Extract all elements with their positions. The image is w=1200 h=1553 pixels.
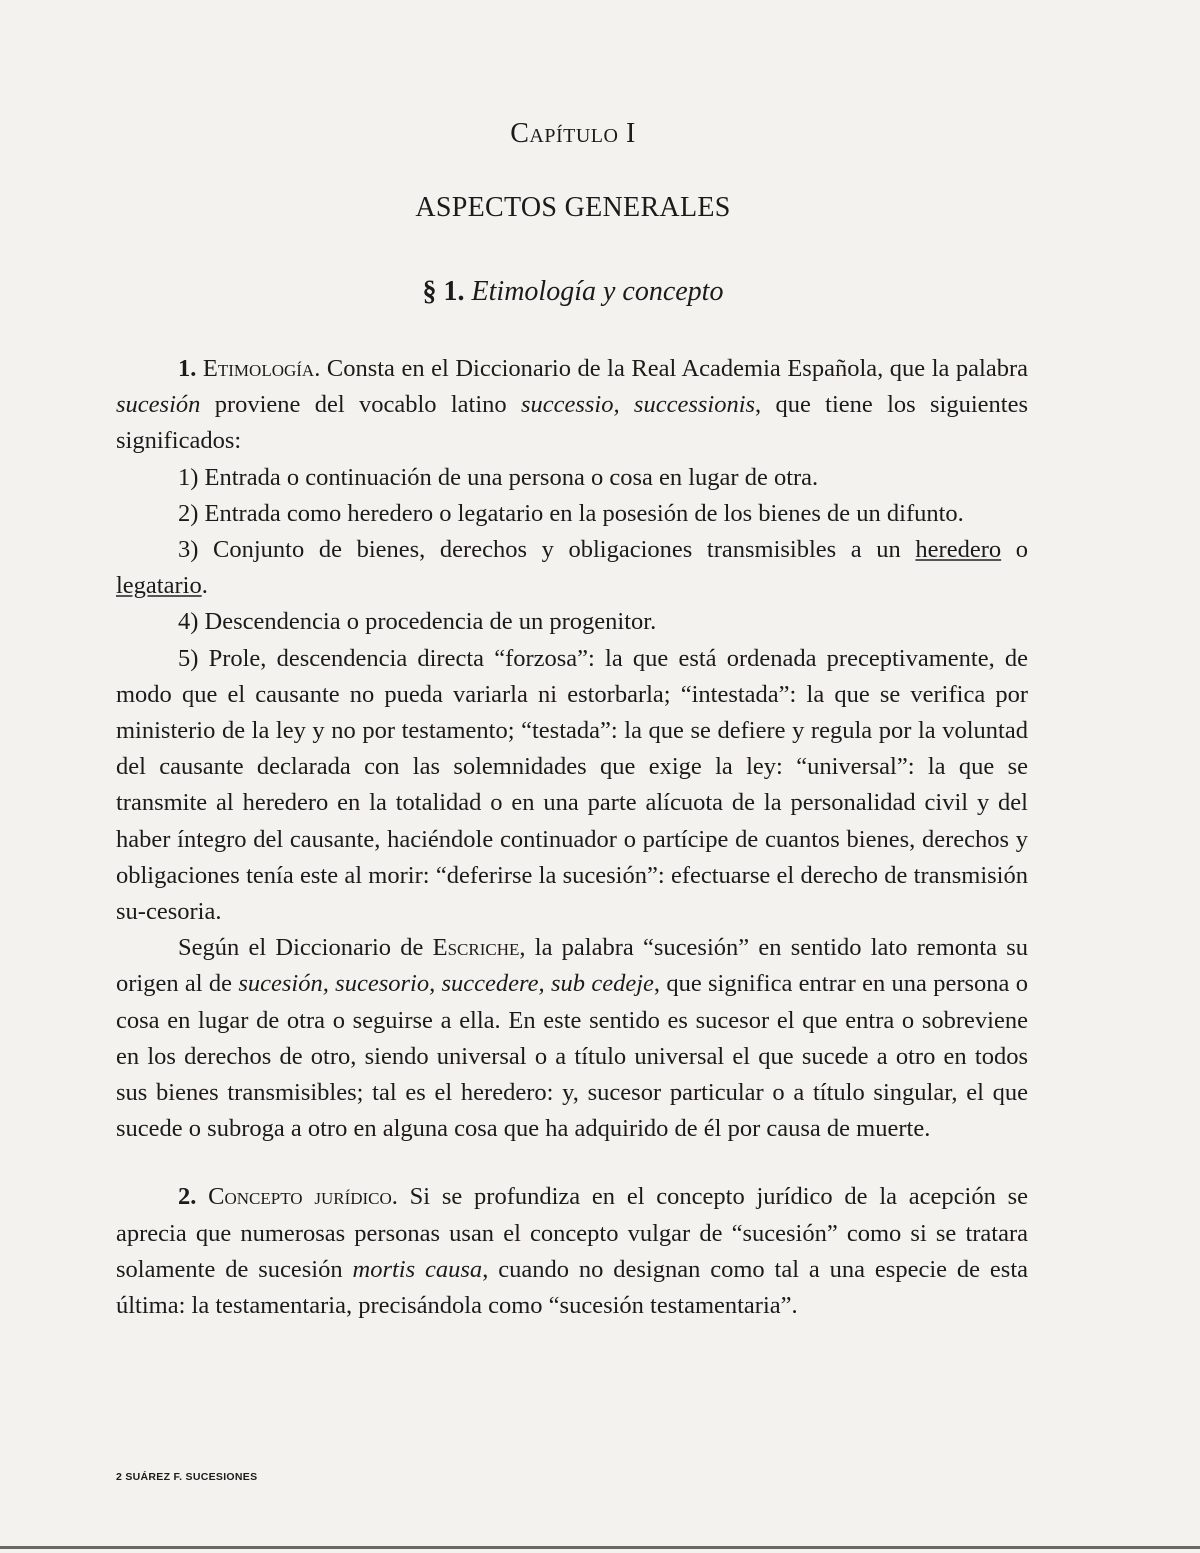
paragraph-number: 1. [178, 355, 197, 382]
meaning-item-3 [116, 532, 1028, 604]
paragraph-legal-concept [116, 1179, 1028, 1324]
paragraph-text: , que significa entrar en una persona o cosa en lugar de otra o seguirse a ella. En este sentido es sucesor el que entra o sobreviene en los derechos de otro, siendo universal o a título universal el que sucede a otro en todos sus bienes transmisibles; tal es el heredero: y, sucesor particular o a título singular, el que sucede o subroga a otro en alguna cosa que ha adquirido de él por causa de muerte. [116, 970, 1028, 1143]
italic-term: sucesión [116, 391, 201, 419]
body-text [116, 351, 1028, 1324]
page-edge-divider [0, 1546, 1200, 1549]
paragraph-text: , que tiene los siguientes significados: [116, 391, 1028, 455]
paragraph-text: , cuando no designan como tal a una especie de esta última: la testamentaria, precisándola como “sucesión testamentaria”. [116, 1255, 1029, 1320]
meaning-item-5: 5) Prole, descendencia directa “forzosa”: la que está ordenada preceptivamente, de modo que el causante no pueda variarla ni estorbarla; “intestada”: la que se verifica por ministerio de la ley y no por testamento; “testada”: la que se defiere y regula por la voluntad del causante declarada con las solemnidades que exige la ley: “universal”: la que se transmite al heredero en la totalidad o en una parte alícuota de la personalidad civil y del haber íntegro del causante, haciéndole continuador o partícipe de cuantos bienes, derechos y obligaciones tenía este al morir: “deferirse la sucesión”: efectuarse el derecho de transmisión su-cesoria. [116, 644, 1028, 926]
chapter-heading: Capítulo I [510, 118, 636, 149]
author-name: Escriche [432, 934, 520, 962]
italic-term: mortis causa [352, 1255, 483, 1283]
chapter-title: ASPECTOS GENERALES [415, 192, 731, 223]
paragraph-text: o [1001, 536, 1028, 564]
meaning-item-2: 2) Entrada como heredero o legatario en la posesión de los bienes de un difunto. [178, 499, 964, 527]
paragraph-number: 2. [178, 1183, 197, 1211]
paragraph-text: . [201, 572, 208, 600]
section-title: Etimología y concepto [471, 276, 724, 307]
paragraph-etymology [116, 351, 1028, 460]
paragraph-text: proviene del vocablo latino [200, 391, 521, 419]
paragraph-escriche [116, 930, 1028, 1147]
paragraph-text: Según el Diccionario de [178, 934, 433, 962]
page-footer: 2 SUÁREZ F. SUCESIONES [116, 1471, 258, 1483]
paragraph-heading: Concepto jurídico. [208, 1183, 398, 1211]
italic-term: sucesión, sucesorio, succedere, sub cedeje [238, 970, 654, 998]
meaning-item-4: 4) Descendencia o procedencia de un progenitor. [178, 608, 657, 636]
paragraph-heading: Etimología. [202, 355, 321, 382]
paragraph-text: Consta en el Diccionario de la Real Academia Española, que la palabra [320, 355, 1028, 382]
paragraph-text: 3) Conjunto de bienes, derechos y obligaciones transmisibles a un [178, 536, 916, 564]
italic-term: successio, successionis [520, 391, 756, 419]
section-number: § 1. [422, 276, 465, 307]
section-heading [0, 276, 1146, 308]
paragraph-text: , la palabra “sucesión” en sentido lato remonta su origen al de [116, 934, 1028, 998]
underlined-term: heredero [915, 536, 1002, 564]
underlined-term: legatario [116, 572, 202, 600]
paragraph-text: Si se profundiza en el concepto jurídico de la acepción se aprecia que numerosas personas usan el concepto vulgar de “sucesión” como si se tratara solamente de sucesión [116, 1183, 1028, 1283]
meaning-item-1: 1) Entrada o continuación de una persona o cosa en lugar de otra. [178, 463, 819, 491]
